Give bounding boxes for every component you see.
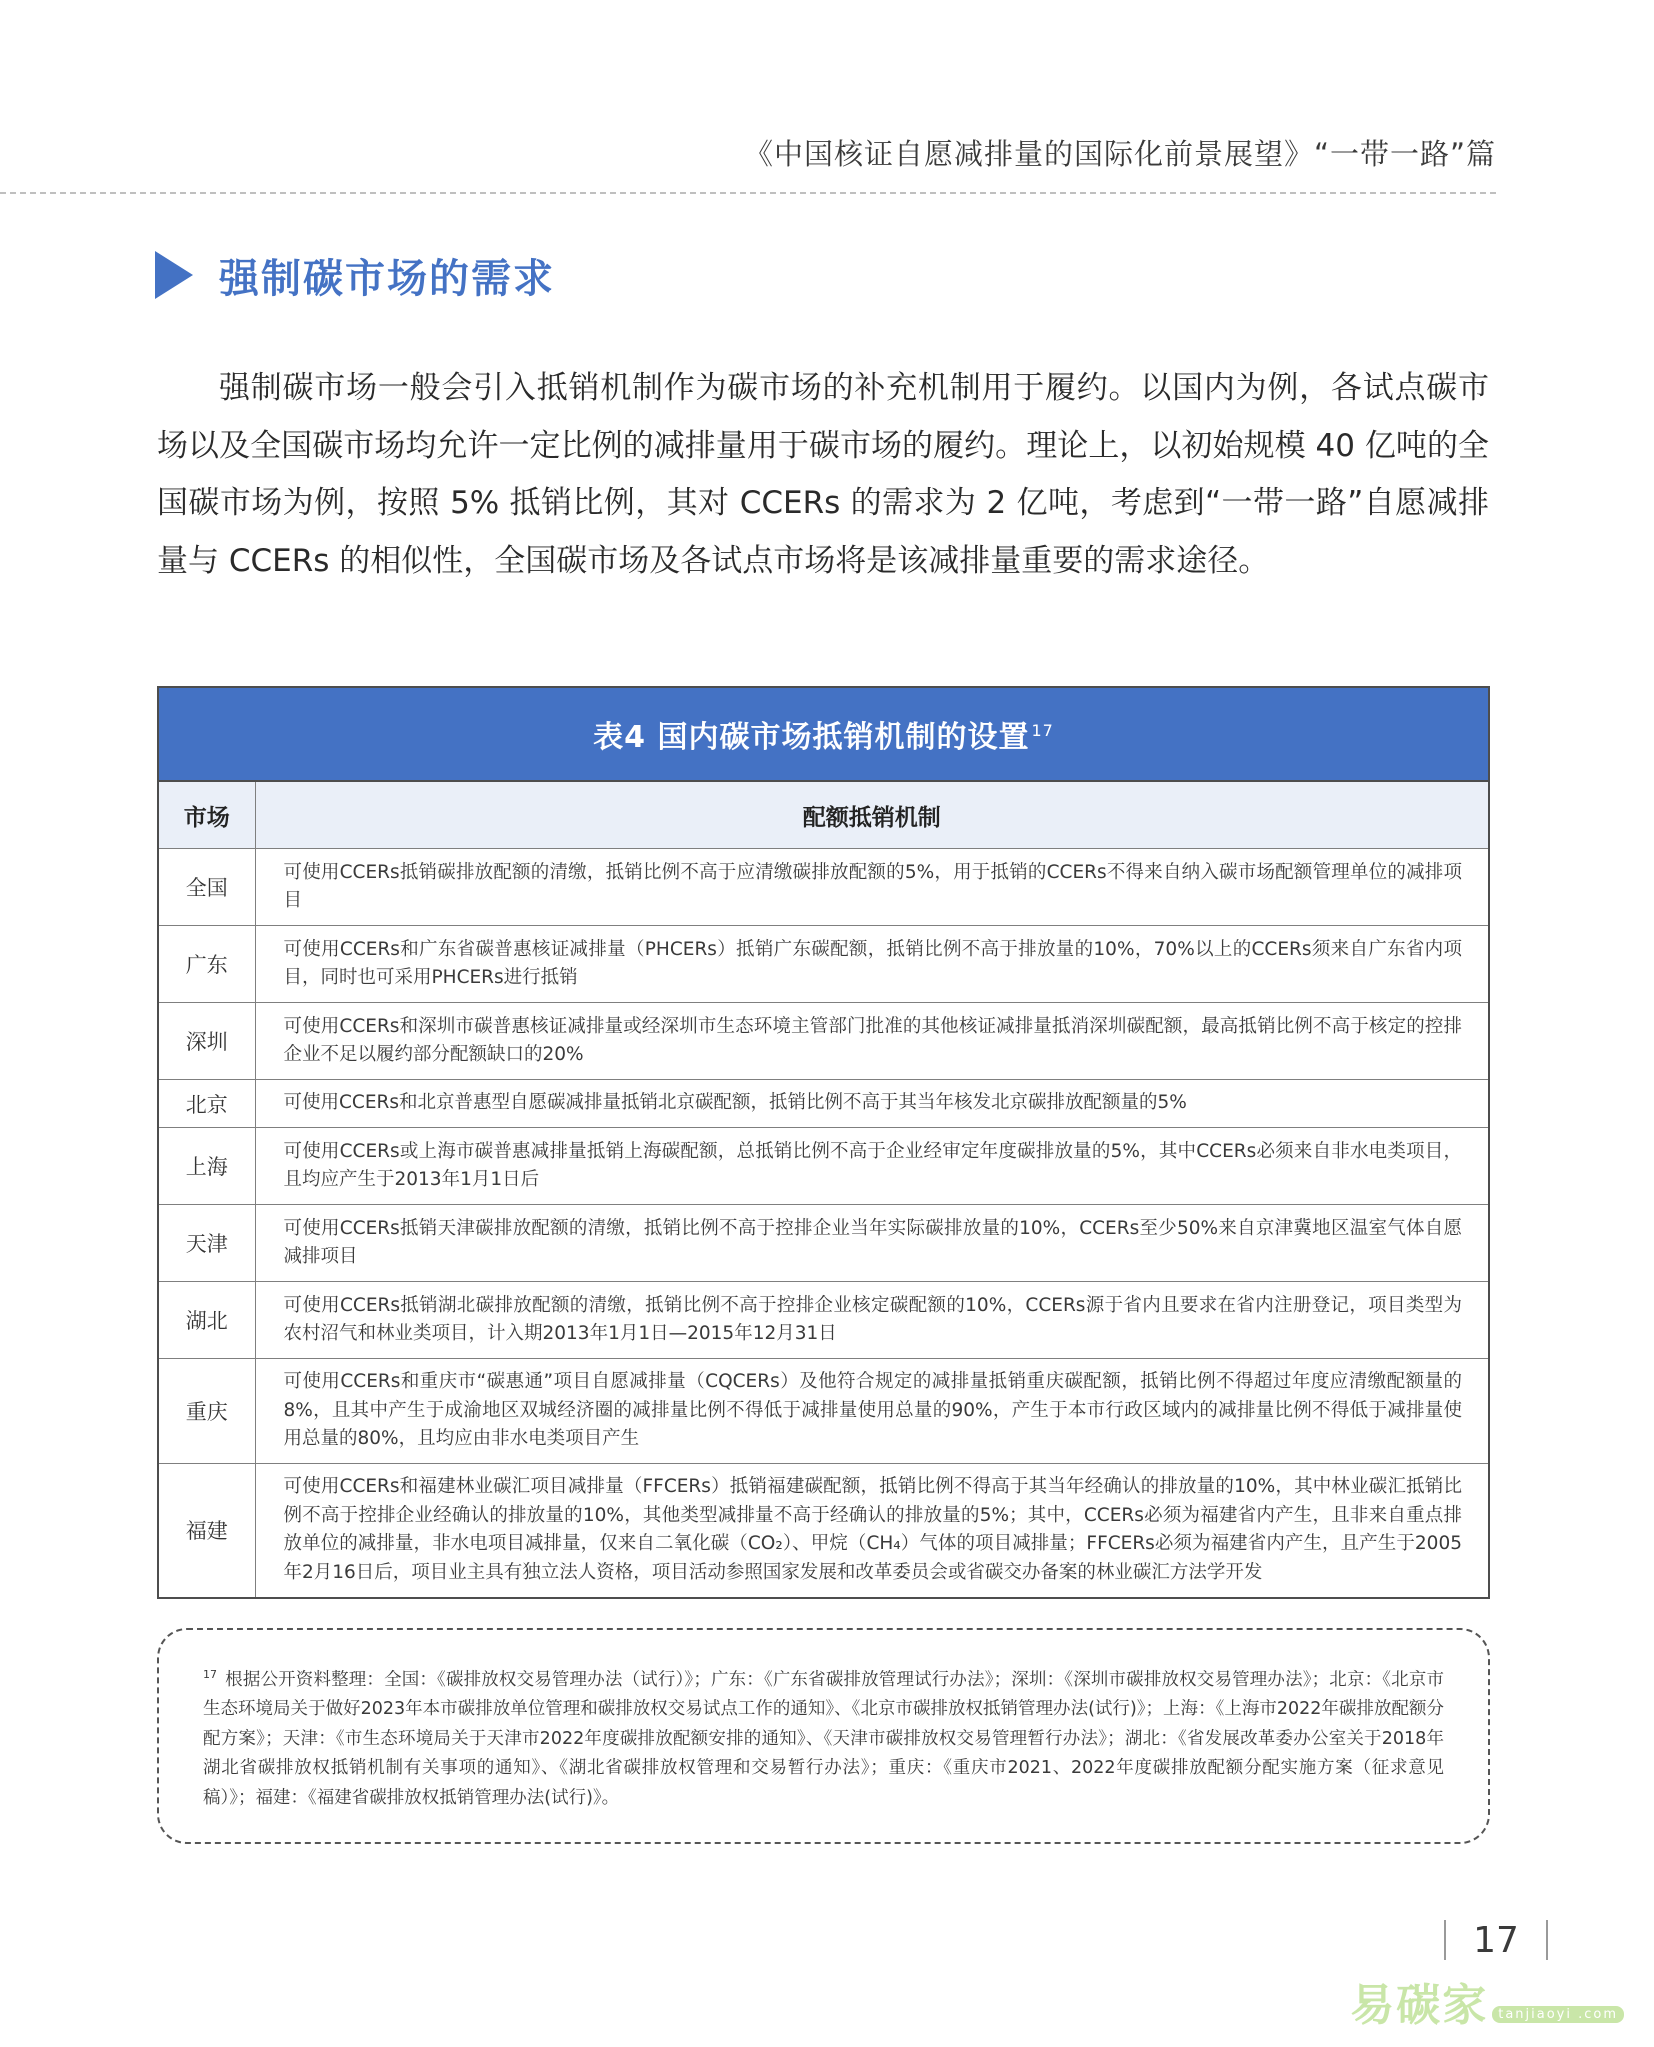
table-row <box>159 1282 1488 1359</box>
triangle-bullet-icon <box>155 251 193 299</box>
table-row <box>159 1080 1488 1128</box>
market-cell: 北京 <box>159 1080 255 1128</box>
footnote-number: 17 <box>203 1668 217 1681</box>
mechanism-cell: 可使用CCERs或上海市碳普惠减排量抵销上海碳配额，总抵销比例不高于企业经审定年度碳排放量的5%，其中CCERs必须来自非水电类项目，且均应产生于2013年1月1日后 <box>255 1128 1488 1205</box>
market-cell: 重庆 <box>159 1359 255 1464</box>
table-row <box>159 1205 1488 1282</box>
running-header: 《中国核证自愿减排量的国际化前景展望》“一带一路”篇 <box>743 137 1496 171</box>
table-row <box>159 1003 1488 1080</box>
table-header-row <box>159 782 1488 849</box>
table-row <box>159 1359 1488 1464</box>
footnote-text: 根据公开资料整理：全国：《碳排放权交易管理办法（试行）》；广东：《广东省碳排放管理试行办法》；深圳：《深圳市碳排放权交易管理办法》；北京：《北京市生态环境局关于做好2023年本市碳排放单位管理和碳排放权交易试点工作的通知》、《北京市碳排放权抵销管理办法(试行)》；上海：《上海市2022年碳排放配额分配方案》；天津：《市生态环境局关于天津市2022年度碳排放配额安排的通知》、《天津市碳排放权交易管理暂行办法》；湖北：《省发展改革委办公室关于2018年湖北省碳排放权抵销机制有关事项的通知》、《湖北省碳排放权管理和交易暂行办法》；重庆：《重庆市2021、2022年度碳排放配额分配实施方案（征求意见稿）》；福建：《福建省碳排放权抵销管理办法(试行)》。 <box>203 1669 1444 1808</box>
offset-mechanism-table <box>157 686 1490 1599</box>
table-footnote-ref[interactable]: 17 <box>1031 720 1054 740</box>
table-row <box>159 1464 1488 1597</box>
body-paragraph: 强制碳市场一般会引入抵销机制作为碳市场的补充机制用于履约。以国内为例，各试点碳市场以及全国碳市场均允许一定比例的减排量用于碳市场的履约。理论上，以初始规模 40 亿吨的全国碳市场为例，按照 5% 抵销比例，其对 CCERs 的需求为 2 亿吨，考虑到“一带一路”自愿减排量与 CCERs 的相似性，全国碳市场及各试点市场将是该减排量重要的需求途径。 <box>157 370 1489 579</box>
watermark-text: 易碳家 <box>1350 1980 1489 2031</box>
mechanism-cell: 可使用CCERs和北京普惠型自愿碳减排量抵销北京碳配额，抵销比例不高于其当年核发北京碳排放配额量的5% <box>255 1080 1488 1128</box>
mechanism-cell: 可使用CCERs和广东省碳普惠核证减排量（PHCERs）抵销广东碳配额，抵销比例不高于排放量的10%，70%以上的CCERs须来自广东省内项目，同时也可采用PHCERs进行抵销 <box>255 926 1488 1003</box>
market-cell: 天津 <box>159 1205 255 1282</box>
market-cell: 深圳 <box>159 1003 255 1080</box>
section-heading <box>155 245 555 305</box>
mechanism-cell: 可使用CCERs抵销天津碳排放配额的清缴，抵销比例不高于控排企业当年实际碳排放量的10%，CCERs至少50%来自京津冀地区温室气体自愿减排项目 <box>255 1205 1488 1282</box>
mechanism-cell: 可使用CCERs和深圳市碳普惠核证减排量或经深圳市生态环境主管部门批准的其他核证减排量抵消深圳碳配额，最高抵销比例不高于核定的控排企业不足以履约部分配额缺口的20% <box>255 1003 1488 1080</box>
column-header-market: 市场 <box>159 782 255 849</box>
footnote-box <box>157 1628 1490 1844</box>
watermark-logo <box>1350 1969 1624 2033</box>
mechanism-cell: 可使用CCERs和重庆市“碳惠通”项目自愿减排量（CQCERs）及他符合规定的减排量抵销重庆碳配额，抵销比例不得超过年度应清缴配额量的8%，且其中产生于成渝地区双城经济圈的减排量比例不得低于减排量使用总量的90%，产生于本市行政区域内的减排量比例不得低于减排量使用总量的80%，且均应由非水电类项目产生 <box>255 1359 1488 1464</box>
mechanism-cell: 可使用CCERs抵销碳排放配额的清缴，抵销比例不高于应清缴碳排放配额的5%，用于抵销的CCERs不得来自纳入碳市场配额管理单位的减排项目 <box>255 849 1488 926</box>
column-header-mechanism: 配额抵销机制 <box>255 782 1488 849</box>
mechanism-cell: 可使用CCERs抵销湖北碳排放配额的清缴，抵销比例不高于控排企业核定碳配额的10%，CCERs源于省内且要求在省内注册登记，项目类型为农村沼气和林业类项目，计入期2013年1月1日—2015年12月31日 <box>255 1282 1488 1359</box>
table-row <box>159 1128 1488 1205</box>
watermark-domain: tanjiaoyi .com <box>1492 2006 1624 2023</box>
header-divider <box>0 192 1496 194</box>
mechanism-cell: 可使用CCERs和福建林业碳汇项目减排量（FFCERs）抵销福建碳配额，抵销比例不得高于其当年经确认的排放量的10%，其中林业碳汇抵销比例不高于控排企业经确认的排放量的10%，其他类型减排量不高于经确认的排放量的5%；其中，CCERs必须为福建省内产生，且非来自重点排放单位的减排量，非水电项目减排量，仅来自二氧化碳（CO₂）、甲烷（CH₄）气体的项目减排量；FFCERs必须为福建省内产生，且产生于2005年2月16日后，项目业主具有独立法人资格，项目活动参照国家发展和改革委员会或省碳交办备案的林业碳汇方法学开发 <box>283 1476 1462 1583</box>
table-title-text: 表4 国内碳市场抵销机制的设置 <box>593 720 1030 755</box>
market-cell: 上海 <box>159 1128 255 1205</box>
market-cell: 福建 <box>159 1464 255 1597</box>
section-title: 强制碳市场的需求 <box>219 255 555 302</box>
market-cell: 全国 <box>159 849 255 926</box>
table-row <box>159 926 1488 1003</box>
page-number: 17 <box>1444 1920 1548 1960</box>
table-row <box>159 849 1488 926</box>
table-title <box>159 688 1488 782</box>
table-grid <box>159 782 1488 1597</box>
market-cell: 湖北 <box>159 1282 255 1359</box>
market-cell: 广东 <box>159 926 255 1003</box>
